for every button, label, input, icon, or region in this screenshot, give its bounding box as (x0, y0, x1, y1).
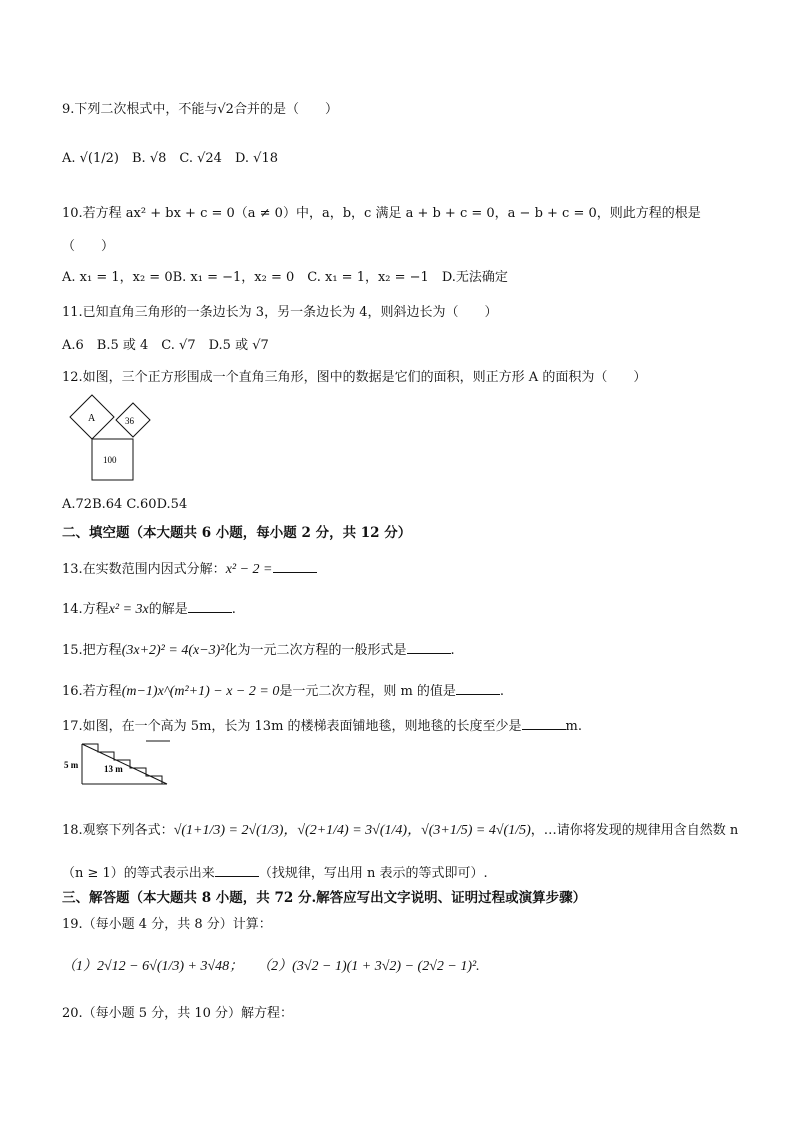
question-14-expr: x² = 3x (108, 602, 149, 617)
question-18-eqs: √(1+1/3) = 2√(1/3)，√(2+1/4) = 3√(1/4)，√(3+1/5) = 4√(1/5) (173, 823, 531, 838)
answer-blank-17[interactable] (522, 717, 566, 730)
question-15-text: 15.把方程 (62, 643, 122, 658)
question-15-tail: 化为一元二次方程的一般形式是 (224, 643, 407, 658)
question-19-part-1: （1）2√12 − 6√(1/3) + 3√48； (62, 959, 244, 974)
question-18 (62, 822, 738, 840)
squares-figure (62, 392, 162, 492)
question-14: 14.方程x² = 3x的解是 . (62, 602, 236, 617)
stair-length-label: 13 m (104, 764, 123, 774)
question-18-tail: ，…请你将发现的规律用含自然数 n (530, 823, 739, 838)
question-16-text: 16.若方程 (62, 684, 122, 699)
answer-blank-15[interactable] (407, 641, 451, 654)
question-16: 16.若方程(m−1)x^(m²+1) − x − 2 = 0是一元二次方程，则 m 的值是 . (62, 684, 505, 699)
question-13-expr: x² − 2 = (225, 562, 273, 577)
question-18-text: 18.观察下列各式： (62, 823, 174, 838)
stair-hypotenuse (82, 744, 167, 784)
question-12-options: A.72B.64 C.60D.54 (62, 497, 188, 512)
question-14-text: 14.方程 (62, 602, 109, 617)
stair-height-label: 5 m (64, 760, 79, 770)
question-14-tail: 的解是 (148, 602, 188, 617)
question-9-options: A. √(1/2) B. √8 C. √24 D. √18 (62, 151, 278, 166)
question-19-parts (62, 958, 480, 976)
question-17-text: 17.如图，在一个高为 5m，长为 13m 的楼梯表面铺地毯，则地毯的长度至少是 (62, 719, 522, 734)
question-18-condition: （n ≥ 1）的等式表示出来 (62, 866, 215, 881)
question-15-expr: (3x+2)² = 4(x−3)² (121, 643, 225, 658)
answer-blank-16[interactable] (456, 682, 500, 695)
staircase-figure (62, 736, 172, 788)
question-9: 9.下列二次根式中，不能与√2合并的是（ ） (62, 102, 338, 117)
question-12: 12.如图，三个正方形围成一个直角三角形，图中的数据是它们的面积，则正方形 A 的面积为（ ） (62, 370, 647, 385)
question-10-options: A. x₁ = 1，x₂ = 0B. x₁ = −1，x₂ = 0 C. x₁ = 1，x₂ = −1 D.无法确定 (62, 270, 508, 285)
question-11-options: A.6 B.5 或 4 C. √7 D.5 或 √7 (62, 338, 269, 353)
question-20: 20.（每小题 5 分，共 10 分）解方程： (62, 1006, 294, 1021)
question-13 (62, 560, 317, 579)
question-11: 11.已知直角三角形的一条边长为 3，另一条边长为 4，则斜边长为（ ） (62, 305, 498, 320)
section-2-heading: 二、填空题（本大题共 6 小题，每小题 2 分，共 12 分） (62, 525, 412, 541)
question-19: 19.（每小题 4 分，共 8 分）计算： (62, 917, 272, 932)
question-16-tail: 是一元二次方程，则 m 的值是 (279, 684, 456, 699)
answer-blank-13[interactable] (273, 560, 317, 573)
question-17-unit: m. (565, 719, 583, 734)
question-13-text: 13.在实数范围内因式分解： (62, 562, 226, 577)
question-18-note: （找规律，写出用 n 表示的等式即可）. (258, 866, 488, 881)
answer-blank-18[interactable] (215, 864, 259, 877)
section-3-heading: 三、解答题（本大题共 8 小题，共 72 分.解答应写出文字说明、证明过程或演算步骤） (62, 890, 587, 906)
question-10-paren: （ ） (62, 239, 115, 254)
question-18-line2 (62, 864, 488, 883)
question-10: 10.若方程 ax² + bx + c = 0（a ≠ 0）中，a，b，c 满足 a + b + c = 0，a − b + c = 0，则此方程的根是 (62, 206, 701, 221)
square-100-label: 100 (103, 455, 117, 465)
square-a-label: A (88, 413, 96, 424)
question-16-expr: (m−1)x^(m²+1) − x − 2 = 0 (121, 684, 280, 699)
question-15: 15.把方程(3x+2)² = 4(x−3)²化为一元二次方程的一般形式是 . (62, 643, 455, 658)
question-17 (62, 717, 582, 736)
answer-blank-14[interactable] (188, 600, 232, 613)
square-36-label: 36 (125, 416, 134, 426)
question-19-part-2: （2）(3√2 − 1)(1 + 3√2) − (2√2 − 1)². (257, 959, 480, 974)
